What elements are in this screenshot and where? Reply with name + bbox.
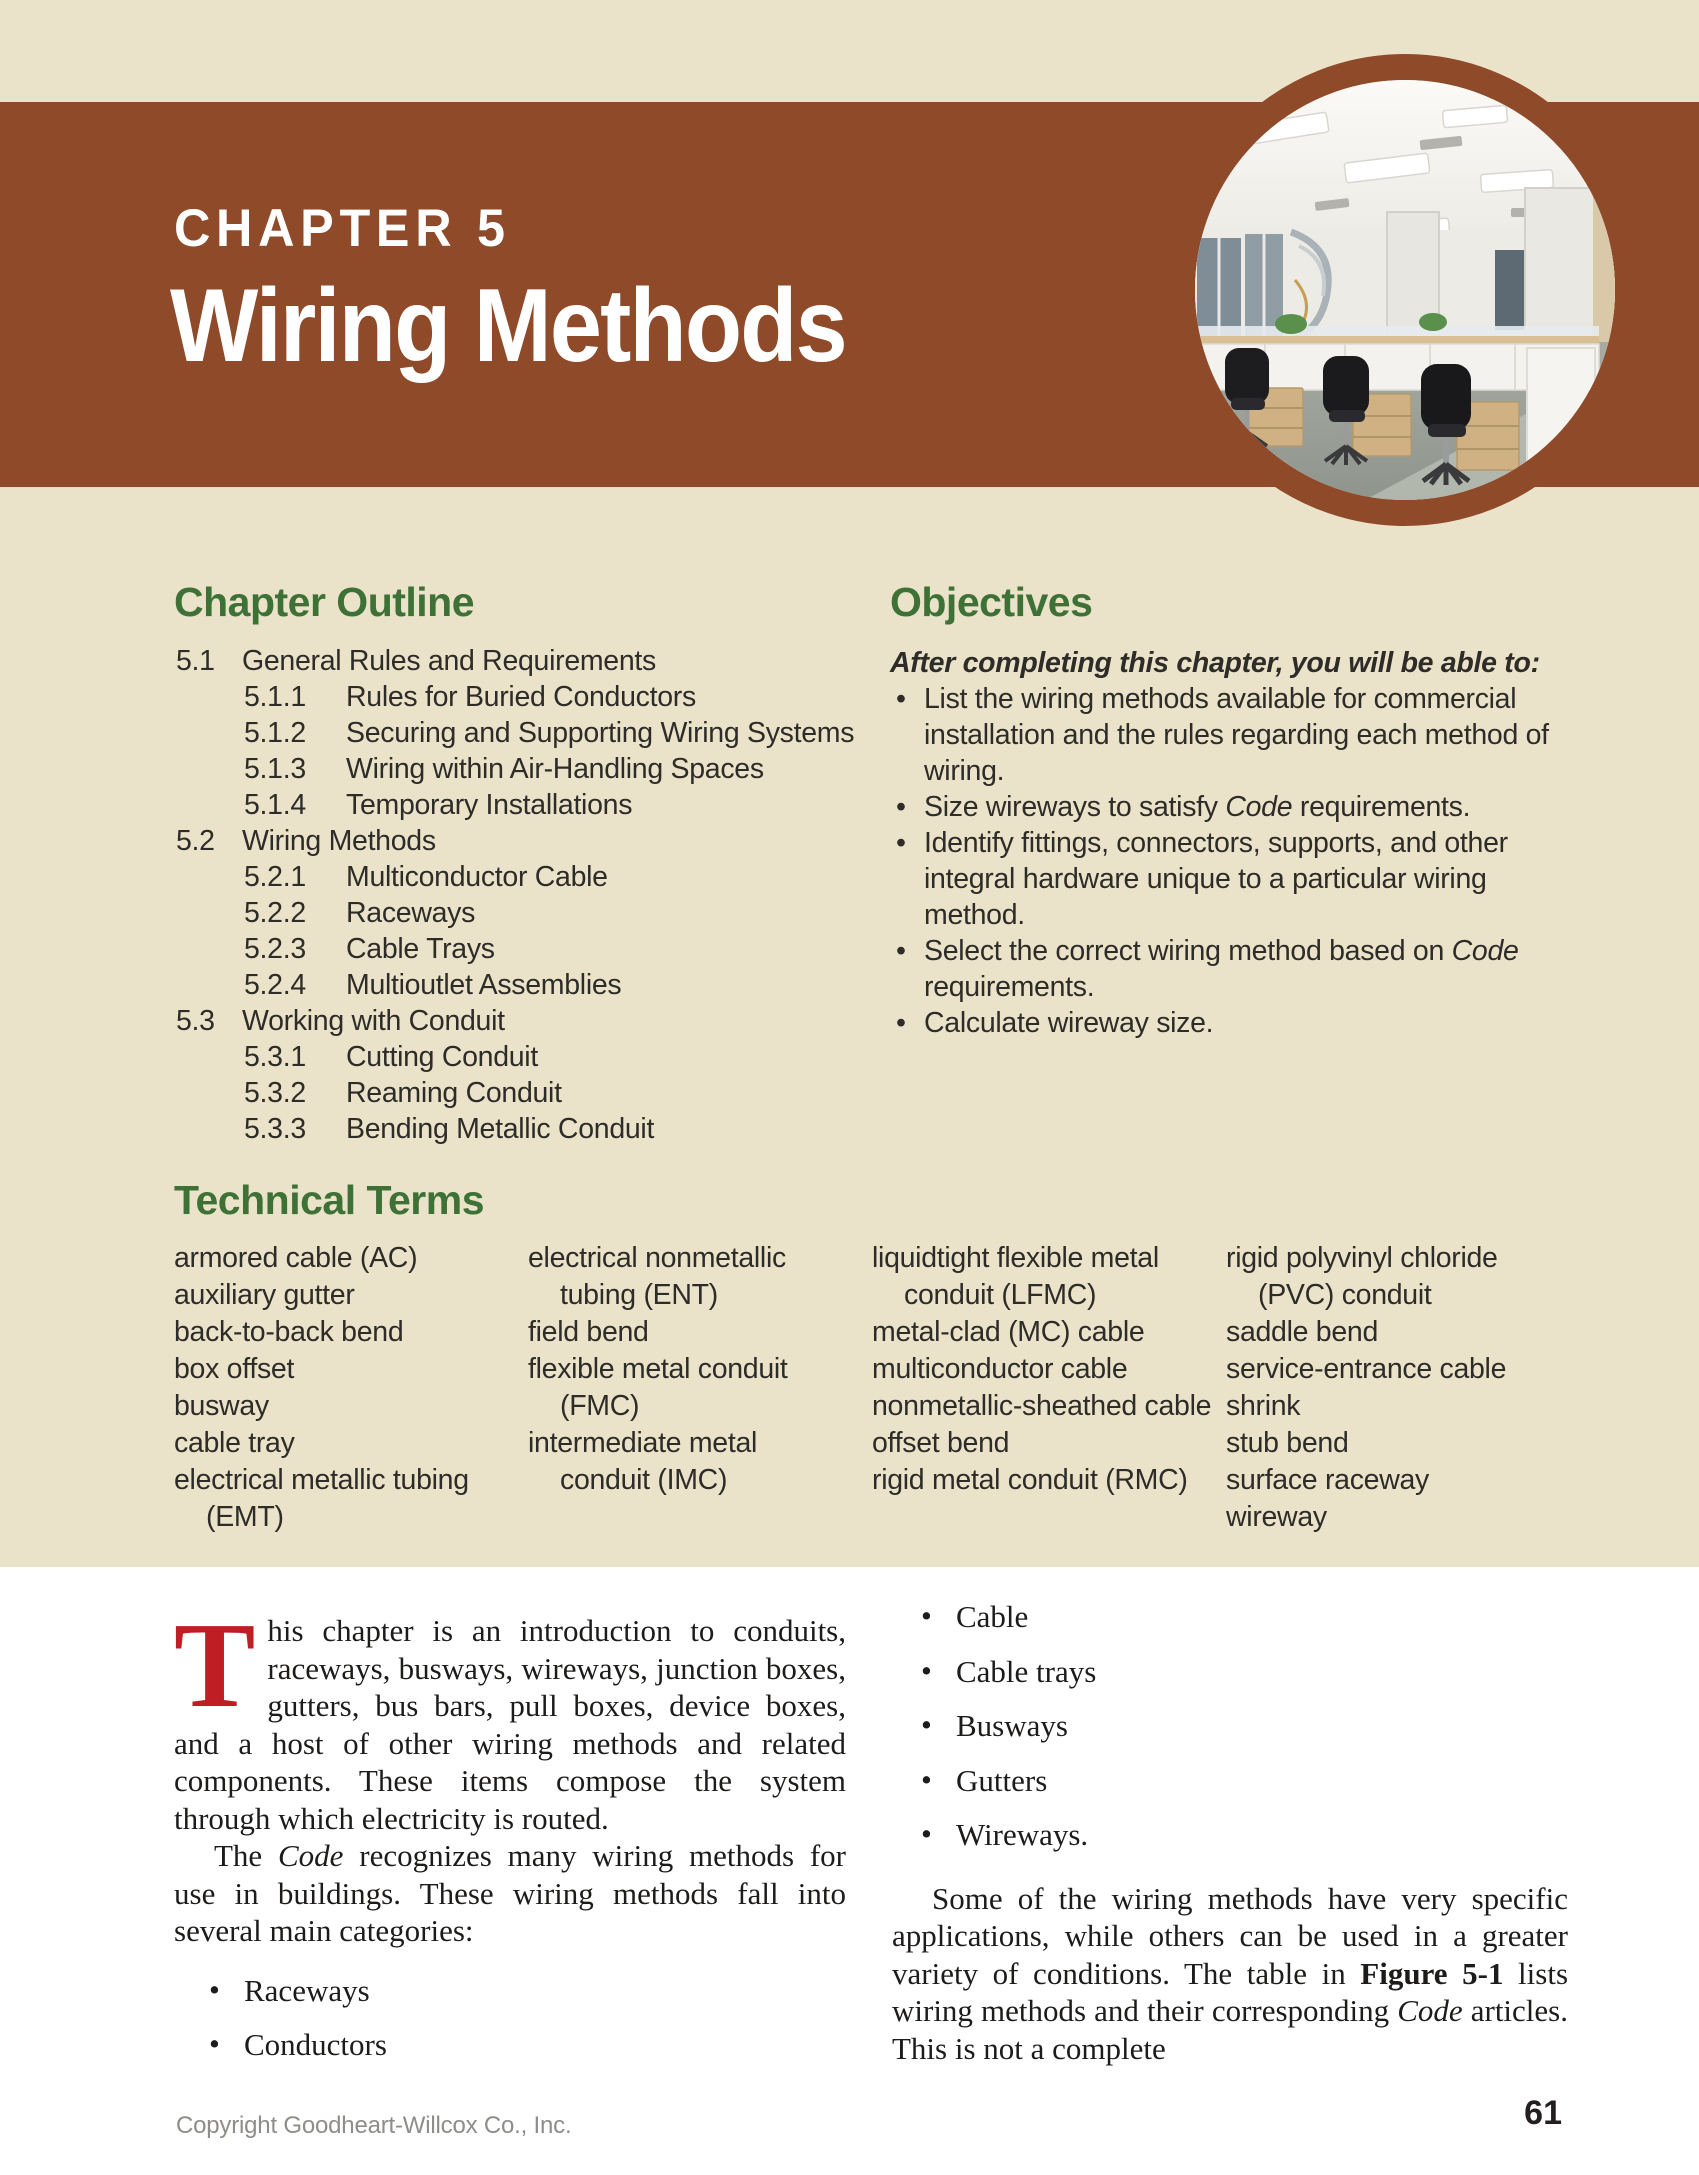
technical-terms-heading: Technical Terms [174, 1177, 484, 1223]
objective-item [890, 933, 1550, 1005]
dropcap-letter: T [174, 1598, 256, 1733]
outline-item-number: 5.1.4 [244, 789, 306, 822]
chapter-number-kicker: CHAPTER 5 [174, 199, 511, 258]
outline-item-number: 5.3 [176, 1005, 215, 1038]
outline-item [174, 931, 880, 967]
text-run: Code [1397, 1993, 1463, 2028]
text-run: List the wiring methods available for commercial installation and the rules regarding each method of wiring. [924, 683, 1549, 788]
outline-item [174, 895, 880, 931]
technical-term: rigid metal conduit (RMC) [872, 1464, 1188, 1496]
technical-term: surface raceway [1226, 1464, 1430, 1496]
objective-item [890, 1005, 1550, 1041]
text-run: Figure 5-1 [1360, 1955, 1504, 1991]
outline-item-number: 5.2.4 [244, 969, 306, 1002]
technical-term: offset bend [872, 1427, 1010, 1459]
outline-item-number: 5.3.1 [244, 1041, 306, 1074]
text-run: The [214, 1838, 278, 1873]
outline-item-label: Wiring within Air-Handling Spaces [346, 753, 764, 786]
outline-item [174, 1075, 880, 1111]
outline-item-number: 5.3.3 [244, 1113, 306, 1146]
outline-item [174, 823, 880, 859]
technical-term: multiconductor cable [872, 1353, 1128, 1385]
body-bullet-item: • Gutters [919, 1762, 1568, 1800]
text-run: articles. This is not a complete [892, 1993, 1568, 2066]
outline-item-label: Working with Conduit [242, 1005, 505, 1038]
outline-item-label: Raceways [346, 897, 476, 930]
chapter-title: Wiring Methods [170, 268, 846, 384]
outline-item-label: Wiring Methods [242, 825, 436, 858]
body-bullet-item: • Raceways [207, 1972, 846, 2010]
body-paragraph [174, 1837, 846, 1950]
technical-term: armored cable (AC) [174, 1242, 418, 1274]
body-bullet-item: • Conductors [207, 2026, 846, 2064]
objective-item [890, 789, 1550, 825]
body-text-left-column [174, 1598, 846, 2081]
technical-term: liquidtight flexible metal conduit (LFMC) [872, 1242, 1159, 1311]
objective-item [890, 825, 1550, 933]
outline-item-number: 5.2.1 [244, 861, 306, 894]
outline-item-label: Bending Metallic Conduit [346, 1113, 655, 1146]
text-run: Code [1225, 791, 1293, 824]
technical-term: service-entrance cable [1226, 1353, 1507, 1385]
technical-term: nonmetallic-sheathed cable [872, 1390, 1212, 1422]
technical-term: field bend [528, 1316, 649, 1348]
text-run: Code [278, 1838, 344, 1873]
chapter-outline-heading: Chapter Outline [174, 579, 475, 625]
technical-term: electrical metallic tubing (EMT) [174, 1464, 469, 1533]
technical-term: busway [174, 1390, 269, 1422]
outline-item [174, 1039, 880, 1075]
body-paragraph [174, 1598, 846, 1837]
text-run: Code [1451, 935, 1519, 968]
technical-terms-column-2 [528, 1240, 840, 1499]
text-run: Calculate wireway size. [924, 1007, 1214, 1040]
outline-item-label: Rules for Buried Conductors [346, 681, 696, 714]
outline-item-number: 5.3.2 [244, 1077, 306, 1110]
outline-item [174, 967, 880, 1003]
objective-item [890, 681, 1550, 789]
body-bullet-list [919, 1598, 1568, 1854]
outline-item-label: General Rules and Requirements [242, 645, 656, 678]
text-run: Identify fittings, connectors, supports, and other integral hardware unique to a particular wiring method. [924, 827, 1508, 932]
outline-item [174, 679, 880, 715]
technical-term: box offset [174, 1353, 295, 1385]
outline-item-label: Cable Trays [346, 933, 495, 966]
outline-item-number: 5.1.2 [244, 717, 306, 750]
technical-term: metal-clad (MC) cable [872, 1316, 1145, 1348]
chapter-outline-section [174, 580, 880, 1147]
copyright-notice: Copyright Goodheart-Willcox Co., Inc. [176, 2112, 572, 2139]
technical-term: electrical nonmetallic tubing (ENT) [528, 1242, 786, 1311]
objectives-list [890, 681, 1550, 1041]
objectives-heading: Objectives [890, 579, 1093, 625]
outline-item-label: Securing and Supporting Wiring Systems [346, 717, 855, 750]
outline-item-number: 5.1.1 [244, 681, 306, 714]
body-paragraph [892, 1880, 1568, 2068]
body-bullet-item: • Cable [919, 1598, 1568, 1636]
body-bullet-item: • Wireways. [919, 1816, 1568, 1854]
text-run: requirements. [1292, 791, 1471, 824]
text-run: Select the correct wiring method based on [924, 935, 1452, 968]
body-bullet-list [207, 1972, 846, 2064]
technical-term: auxiliary gutter [174, 1279, 355, 1311]
outline-item [174, 859, 880, 895]
body-bullet-item: • Busways [919, 1707, 1568, 1745]
outline-item-number: 5.2.2 [244, 897, 306, 930]
technical-term: shrink [1226, 1390, 1301, 1422]
outline-item-number: 5.1 [176, 645, 215, 678]
text-run: lists wiring methods and their corresponding [892, 1955, 1569, 2028]
technical-term: back-to-back bend [174, 1316, 404, 1348]
text-run: Some of the wiring methods have very specific applications, while others can be used in a greater variety of conditions. The table in [892, 1880, 1568, 1991]
body-bullet-item: • Cable trays [919, 1653, 1568, 1691]
outline-item-number: 5.2 [176, 825, 215, 858]
technical-term: rigid polyvinyl chloride (PVC) conduit [1226, 1242, 1498, 1311]
page-number: 61 [1524, 2094, 1562, 2132]
objectives-intro: After completing this chapter, you will be able to: [890, 647, 1540, 680]
technical-term: intermediate metal conduit (IMC) [528, 1427, 758, 1496]
chapter-outline-list [174, 643, 880, 1147]
technical-term: flexible metal conduit (FMC) [528, 1353, 788, 1422]
technical-terms-column-4 [1226, 1240, 1574, 1536]
technical-terms-column-3 [872, 1240, 1220, 1499]
outline-item-label: Temporary Installations [346, 789, 633, 822]
text-run: his chapter is an introduction to conduits, raceways, busways, wireways, junction boxes, gutters, bus bars, pull boxes, device boxes, and a host of other wiring methods and related components. These items compose the system through which electricity is routed. [174, 1613, 846, 1836]
chapter-photo-circle [1169, 54, 1641, 526]
outline-item [174, 1111, 880, 1147]
outline-item-label: Multioutlet Assemblies [346, 969, 622, 1002]
outline-item [174, 643, 880, 679]
technical-term: saddle bend [1226, 1316, 1379, 1348]
outline-item-label: Reaming Conduit [346, 1077, 562, 1110]
technical-term: stub bend [1226, 1427, 1349, 1459]
outline-item-number: 5.2.3 [244, 933, 306, 966]
outline-item-number: 5.1.3 [244, 753, 306, 786]
text-run: requirements. [924, 971, 1095, 1004]
text-run: recognizes many wiring methods for use in buildings. These wiring methods fall into several main categories: [174, 1838, 846, 1948]
outline-item [174, 1003, 880, 1039]
outline-item [174, 787, 880, 823]
objectives-section [890, 580, 1590, 1041]
outline-item [174, 715, 880, 751]
text-run: Size wireways to satisfy [924, 791, 1226, 824]
technical-term: wireway [1226, 1501, 1327, 1533]
outline-item-label: Multiconductor Cable [346, 861, 608, 894]
technical-term: cable tray [174, 1427, 295, 1459]
outline-item-label: Cutting Conduit [346, 1041, 538, 1074]
technical-terms-column-1 [174, 1240, 506, 1536]
office-interior-photo [1195, 80, 1615, 500]
body-text-right-column [892, 1598, 1568, 2067]
outline-item [174, 751, 880, 787]
